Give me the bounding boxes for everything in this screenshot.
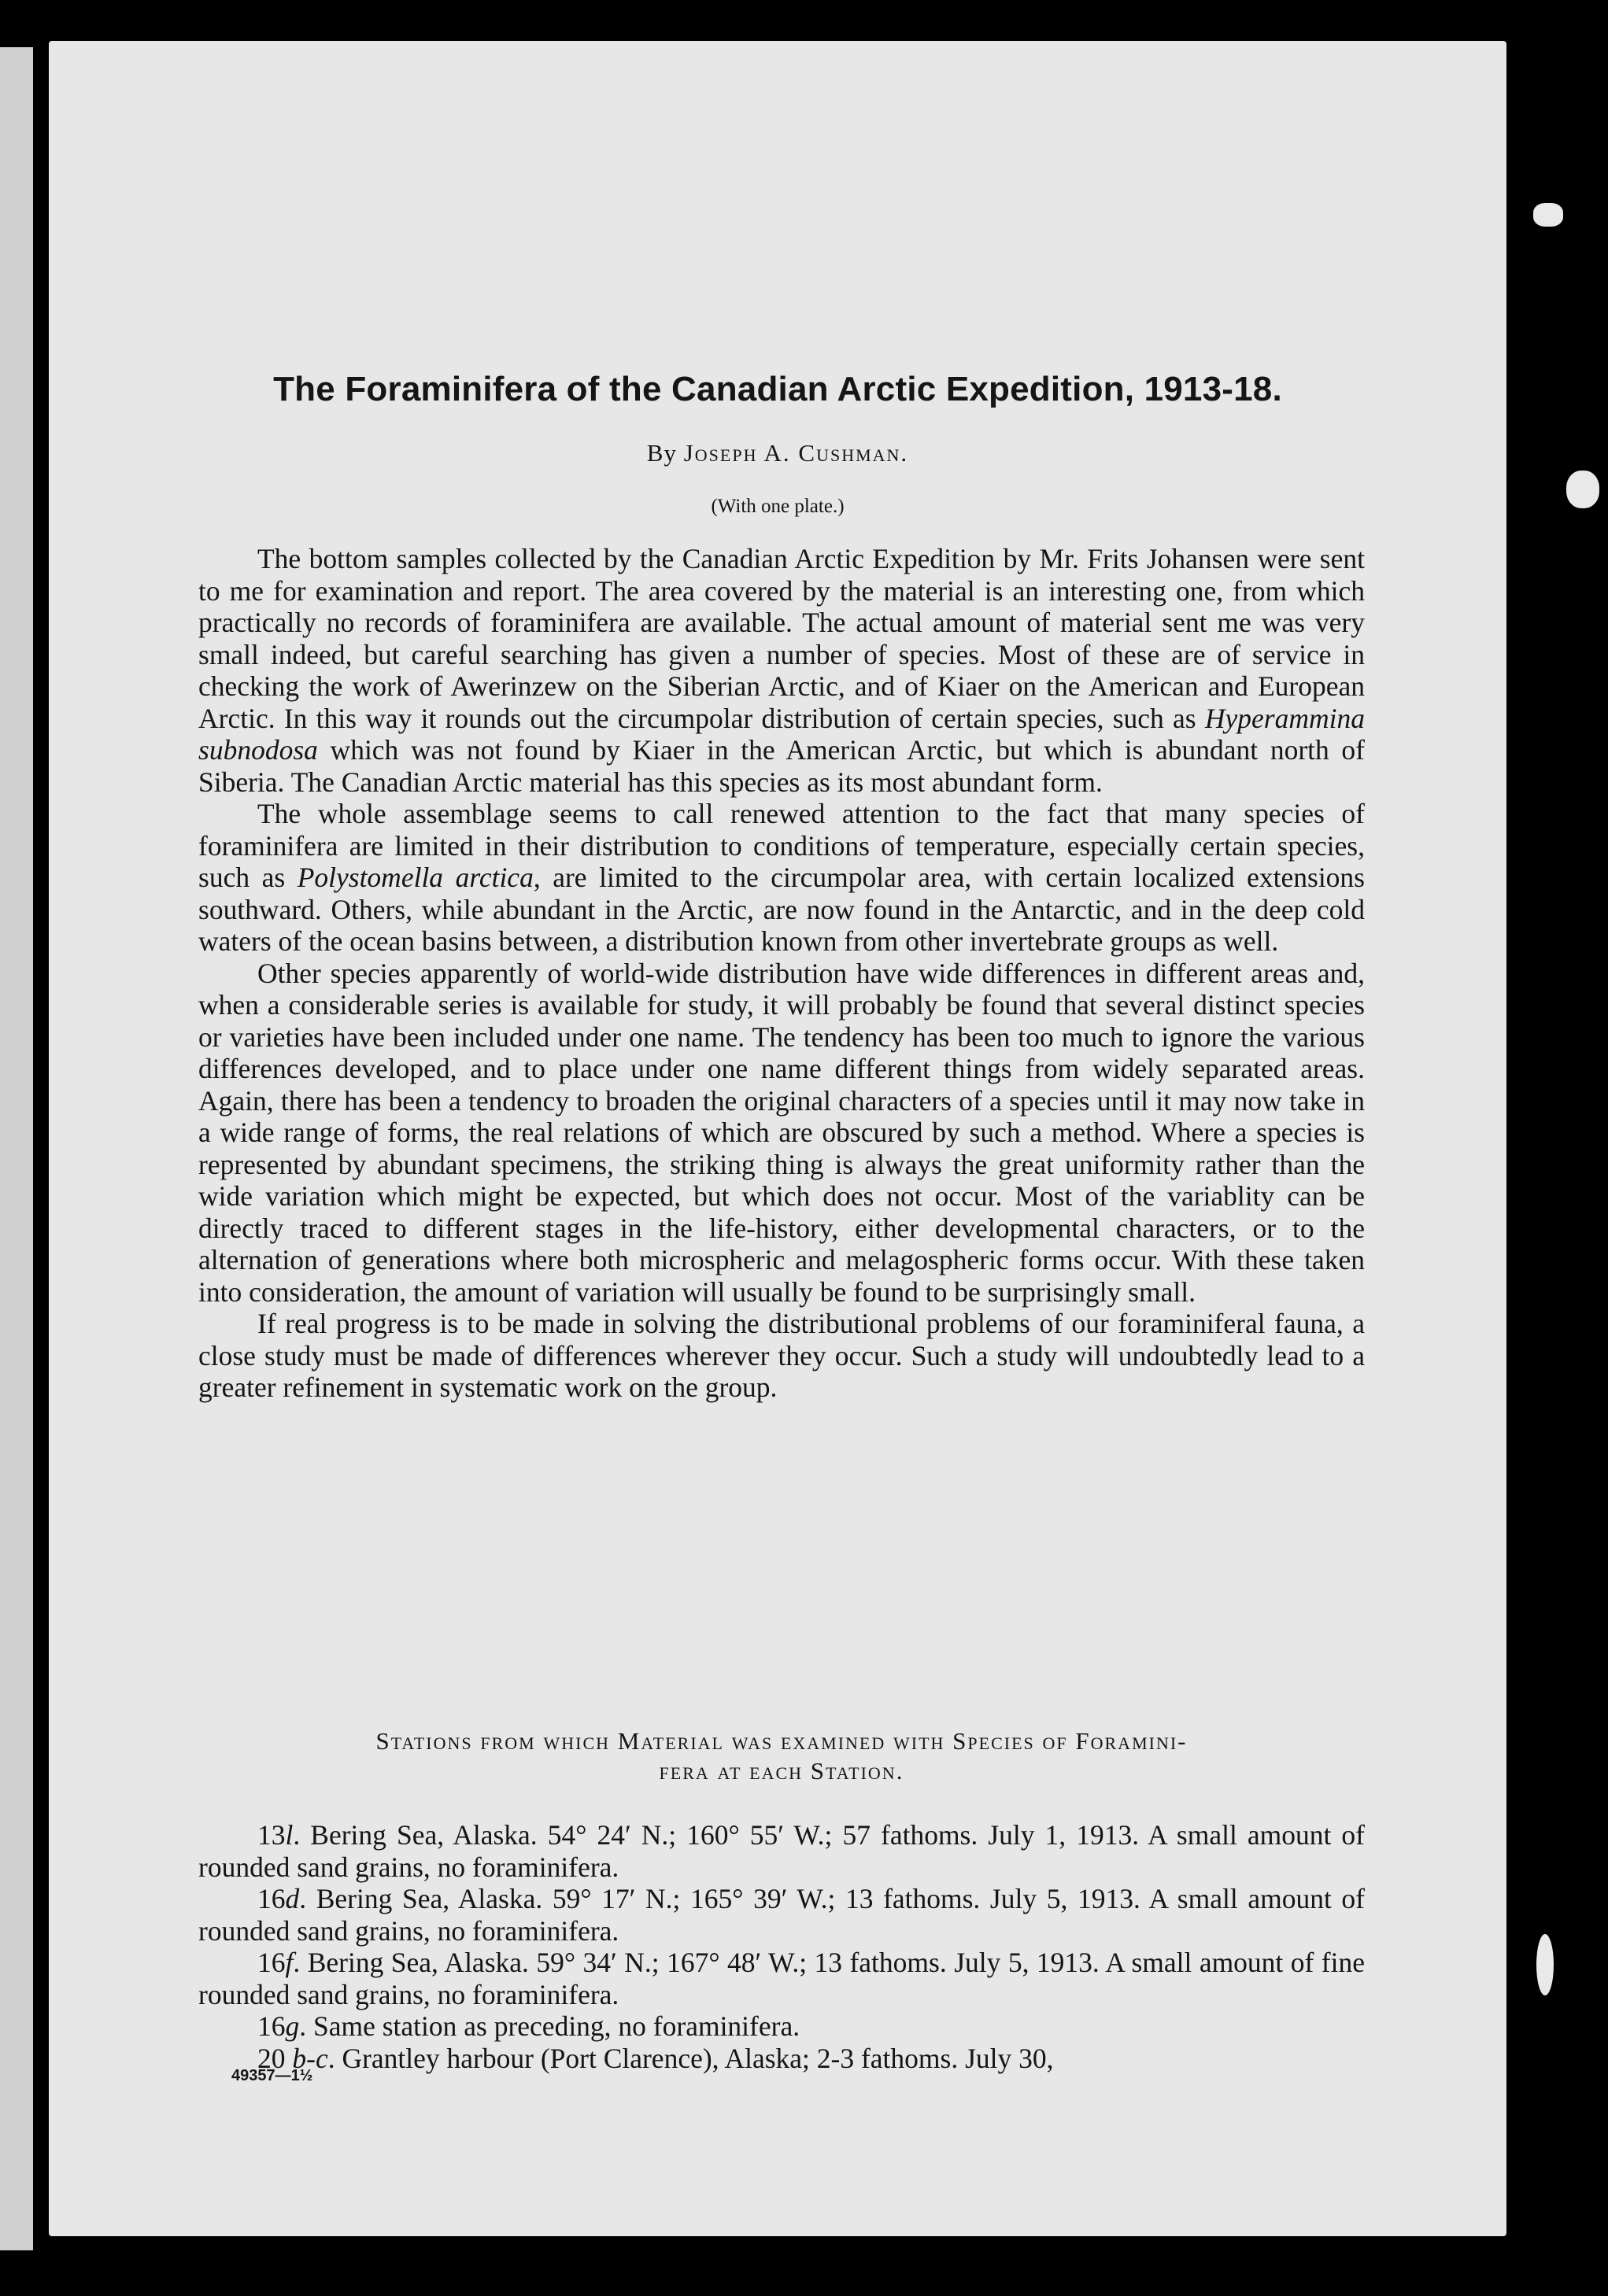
station-entry: 20 b-c. Grantley harbour (Port Clarence), Alaska; 2-3 fathoms. July 30, <box>257 2042 1054 2074</box>
scan-speck <box>1533 203 1563 227</box>
plate-note: (With one plate.) <box>711 496 845 517</box>
byline-prefix: By <box>646 439 677 467</box>
paragraph: The whole assemblage seems to call renewed attention to the fact that many species of foraminifera are limited in their distribution to conditions of temperature, especially certain species, such as Polystomella arctica, are limited to the circumpolar area, with certain localized extensions southward. Others, while abundant in the Arctic, are now found in the Antarctic, and in the deep cold waters of the ocean basins between, a distribution known from other invertebrate groups as well. <box>198 798 1365 957</box>
station-entry: 16g. Same station as preceding, no foraminifera. <box>257 2010 800 2042</box>
byline <box>49 439 1506 467</box>
station-entry: 16f. Bering Sea, Alaska. 59° 34′ N.; 167° 48′ W.; 13 fathoms. July 5, 1913. A small amount of fine rounded sand grains, no foraminifera. <box>198 1947 1365 2010</box>
station-entry: 13l. Bering Sea, Alaska. 54° 24′ N.; 160° 55′ W.; 57 fathoms. July 1, 1913. A small amount of rounded sand grains, no foraminifera. <box>198 1819 1365 1883</box>
scan-speck <box>1566 471 1599 508</box>
author-name: Joseph A. Cushman. <box>683 439 909 467</box>
section-heading-line: fera at each Station. <box>659 1757 904 1785</box>
paragraph: If real progress is to be made in solving the distributional problems of our foraminiferal fauna, a close study must be made of differences wherever they occur. Such a study will undoubtedly lead to a greater refinement in systematic work on the group. <box>198 1308 1365 1403</box>
article-title: The Foraminifera of the Canadian Arctic Expedition, 1913-18. <box>273 370 1282 408</box>
section-heading <box>198 1726 1365 1786</box>
paragraph: Other species apparently of world-wide distribution have wide differences in different areas and, when a considerable series is available for study, it will probably be found that several distinct species or varieties have been included under one name. The tendency has been too much to ignore the various differences developed, and to place under one name different things from widely separated areas. Again, there has been a tendency to broaden the original characters of a species until it may now take in a wide range of forms, the real relations of which are obscured by such a method. Where a species is represented by abundant specimens, the striking thing is always the great uniformity rather than the wide variation which might be expected, but which does not occur. Most of the variablity can be directly traced to different stages in the life-history, either developmental characters, or to the alternation of generations where both microspheric and melagospheric forms occur. With these taken into consideration, the amount of variation will usually be found to be surprisingly small. <box>198 957 1365 1308</box>
scan-speck <box>1536 1934 1554 1995</box>
station-entry: 16d. Bering Sea, Alaska. 59° 17′ N.; 165° 39′ W.; 13 fathoms. July 5, 1913. A small amount of rounded sand grains, no foraminifera. <box>198 1883 1365 1947</box>
document-page <box>49 41 1506 2236</box>
printer-signature: 49357—1½ <box>231 2067 313 2084</box>
article-body <box>198 543 1365 1404</box>
station-list <box>198 1819 1365 2074</box>
section-heading-line: Stations from which Material was examined with Species of Foramini- <box>375 1727 1188 1755</box>
paragraph: The bottom samples collected by the Canadian Arctic Expedition by Mr. Frits Johansen were sent to me for examination and report. The area covered by the material is an interesting one, from which practically no records of foraminifera are available. The actual amount of material sent me was very small indeed, but careful searching has given a number of species. Most of these are of service in checking the work of Awerinzew on the Siberian Arctic, and of Kiaer on the American and European Arctic. In this way it rounds out the circumpolar distribution of certain species, such as Hyperammina subnodosa which was not found by Kiaer in the American Arctic, but which is abundant north of Siberia. The Canadian Arctic material has this species as its most abundant form. <box>198 543 1365 798</box>
facing-page-edge <box>0 47 33 2250</box>
